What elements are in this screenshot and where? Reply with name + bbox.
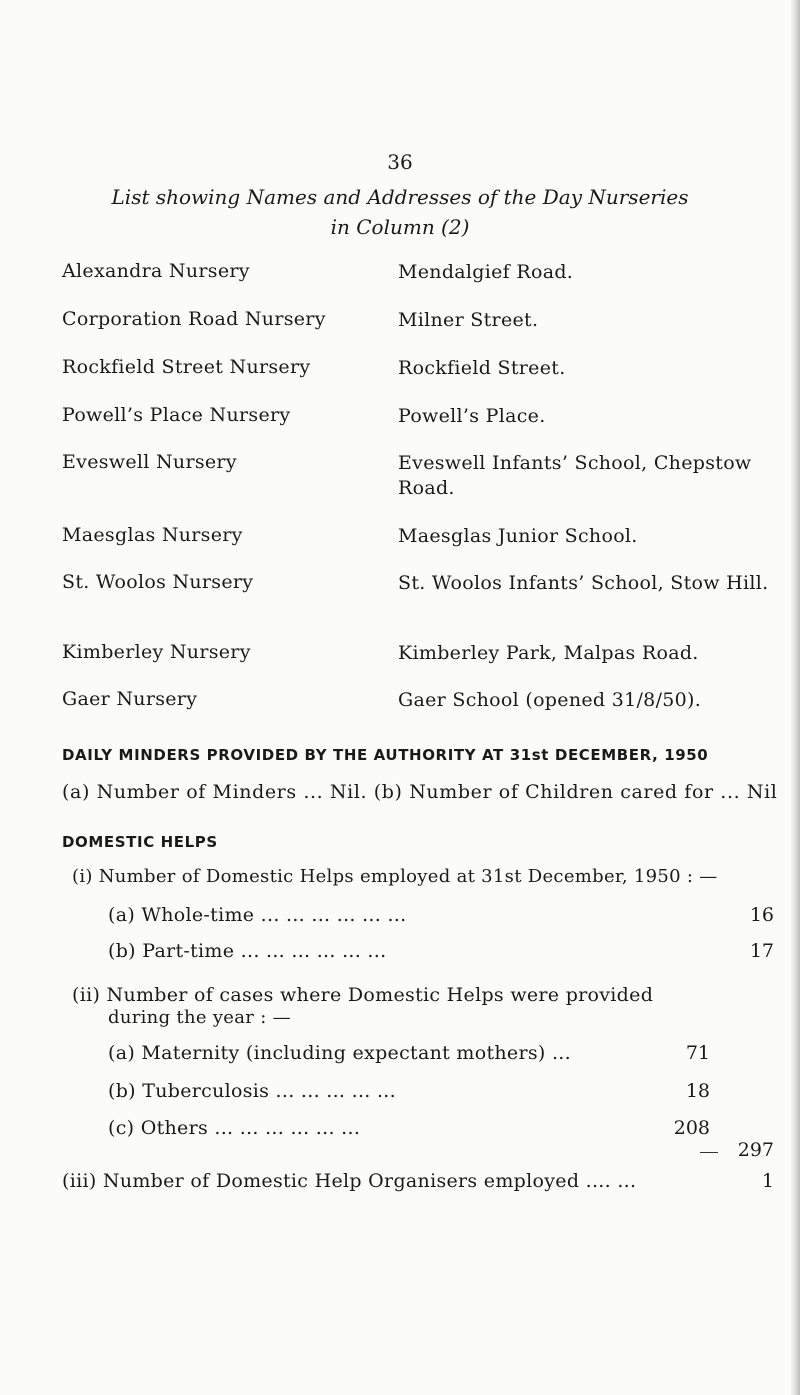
nursery-name: Corporation Road Nursery [62,308,326,330]
organisers-value: 1 [761,1170,774,1192]
nursery-address: Rockfield Street. [398,357,566,379]
nursery-address: Powell’s Place. [398,405,546,427]
list-title-sub: in Column (2) [330,215,470,239]
nursery-name: Maesglas Nursery [62,524,243,546]
cases-total-value: 297 [737,1139,774,1161]
whole-time-label: (a) Whole-time ... ... ... ... ... ... [108,904,407,926]
nursery-address: Gaer School (opened 31/8/50). [398,689,702,711]
maternity-label: (a) Maternity (including expectant mothers) ... [108,1042,571,1064]
whole-time-value: 16 [749,904,774,926]
tuberculosis-label: (b) Tuberculosis ... ... ... ... ... [108,1080,396,1102]
maternity-value: 71 [685,1042,710,1064]
nursery-address: Kimberley Park, Malpas Road. [398,642,699,664]
nursery-name: Kimberley Nursery [62,641,251,663]
nursery-name: Powell’s Place Nursery [62,404,291,426]
nursery-name: St. Woolos Nursery [62,571,254,593]
nursery-address: Maesglas Junior School. [398,525,638,547]
daily-minders-heading: DAILY MINDERS PROVIDED BY THE AUTHORITY AT 31st DECEMBER, 1950 [62,746,709,764]
nursery-address: Eveswell Infants’ School, Chepstow Road. [398,452,752,499]
others-label: (c) Others ... ... ... ... ... ... [108,1117,361,1139]
list-title: List showing Names and Addresses of the Day Nurseries [111,185,689,209]
nursery-name: Alexandra Nursery [62,260,250,282]
total-rule [700,1152,718,1153]
nursery-address: St. Woolos Infants’ School, Stow Hill. [398,572,769,594]
cases-label: (ii) Number of cases where Domestic Helps were provided [72,984,654,1006]
part-time-value: 17 [749,940,774,962]
nursery-name: Rockfield Street Nursery [62,356,311,378]
nursery-name: Gaer Nursery [62,688,198,710]
tuberculosis-value: 18 [685,1080,710,1102]
page-edge-shadow [790,0,800,1395]
nursery-address: Milner Street. [398,309,539,331]
domestic-helps-heading: DOMESTIC HELPS [62,833,218,851]
nursery-address: Mendalgief Road. [398,261,574,283]
part-time-label: (b) Part-time ... ... ... ... ... ... [108,940,387,962]
others-value: 208 [673,1117,710,1139]
helps-employed-label: (i) Number of Domestic Helps employed at 31st December, 1950 : — [72,866,718,887]
cases-label-cont: during the year : — [108,1007,291,1028]
organisers-label: (iii) Number of Domestic Help Organisers employed .... ... [62,1170,637,1192]
daily-minders-line: (a) Number of Minders ... Nil. (b) Number of Children cared for ... Nil [62,781,778,803]
nursery-name: Eveswell Nursery [62,451,237,473]
page-number: 36 [387,150,413,174]
